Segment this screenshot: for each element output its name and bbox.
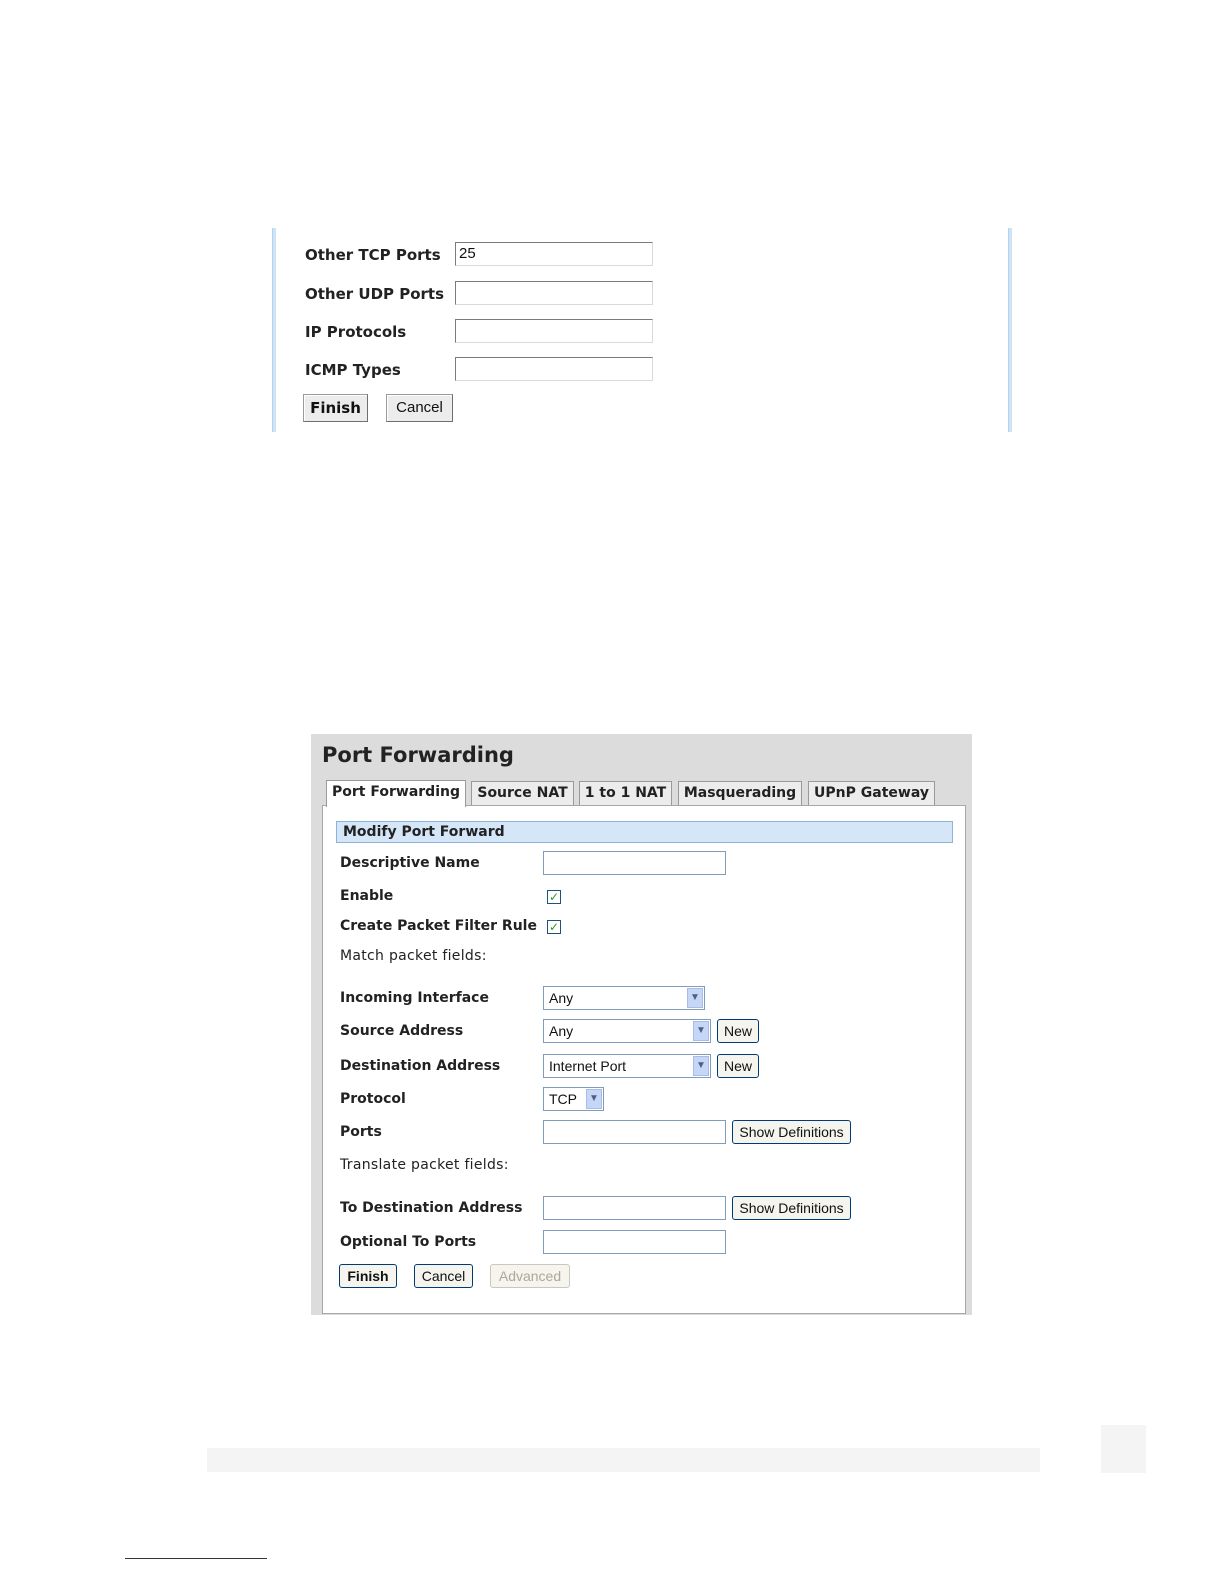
section-header: Modify Port Forward — [336, 821, 953, 843]
port-forward-content — [322, 805, 966, 1314]
ports-label: Ports — [340, 1124, 382, 1140]
finish-button[interactable]: Finish — [303, 394, 368, 422]
to-destination-address-input[interactable] — [543, 1196, 726, 1220]
icmp-types-input[interactable] — [455, 357, 653, 381]
other-udp-ports-input[interactable] — [455, 281, 653, 305]
source-address-select[interactable] — [543, 1019, 711, 1043]
translate-packet-fields-note: Translate packet fields: — [340, 1157, 509, 1173]
advanced-button: Advanced — [490, 1264, 570, 1288]
ports-show-definitions-button[interactable]: Show Definitions — [732, 1120, 851, 1144]
optional-to-ports-label: Optional To Ports — [340, 1234, 477, 1250]
to-destination-address-label: To Destination Address — [340, 1200, 523, 1216]
other-tcp-ports-input[interactable]: 25 — [455, 242, 653, 266]
optional-to-ports-input[interactable] — [543, 1230, 726, 1254]
source-address-label: Source Address — [340, 1023, 464, 1039]
panel-left-rail — [272, 228, 276, 432]
ip-protocols-input[interactable] — [455, 319, 653, 343]
page-title: Port Forwarding — [322, 743, 514, 767]
tab-1-to-1-nat[interactable]: 1 to 1 NAT — [579, 781, 672, 805]
new-destination-address-button[interactable]: New — [717, 1054, 759, 1078]
other-udp-ports-label: Other UDP Ports — [305, 285, 445, 303]
tab-upnp-gateway[interactable]: UPnP Gateway — [808, 781, 935, 805]
chevron-down-icon[interactable]: ▼ — [687, 988, 703, 1008]
descriptive-name-input[interactable] — [543, 851, 726, 875]
cancel-button[interactable]: Cancel — [386, 394, 453, 422]
other-tcp-ports-label: Other TCP Ports — [305, 246, 441, 264]
protocol-select[interactable] — [543, 1087, 604, 1111]
protocol-value: TCP — [549, 1091, 577, 1107]
match-packet-fields-note: Match packet fields: — [340, 948, 487, 964]
footnote-rule — [125, 1558, 267, 1559]
destination-address-value: Internet Port — [549, 1058, 627, 1074]
panel-right-rail — [1008, 228, 1012, 432]
check-icon: ✓ — [548, 890, 560, 904]
tab-masquerading[interactable]: Masquerading — [678, 781, 802, 805]
incoming-interface-value: Any — [549, 990, 574, 1006]
page-number-box — [1101, 1425, 1146, 1473]
destination-address-select[interactable] — [543, 1054, 711, 1078]
finish-button[interactable]: Finish — [339, 1264, 397, 1288]
enable-checkbox[interactable] — [547, 890, 561, 904]
ip-protocols-label: IP Protocols — [305, 323, 407, 341]
source-address-value: Any — [549, 1023, 574, 1039]
check-icon: ✓ — [548, 920, 560, 934]
new-source-address-button[interactable]: New — [717, 1019, 759, 1043]
port-forwarding-window — [311, 734, 972, 1315]
top-form-panel — [272, 228, 1012, 432]
cancel-button[interactable]: Cancel — [414, 1264, 473, 1288]
chevron-down-icon[interactable]: ▼ — [693, 1021, 709, 1041]
footer-bar — [207, 1448, 1040, 1472]
enable-label: Enable — [340, 888, 394, 904]
tab-source-nat[interactable]: Source NAT — [471, 781, 574, 805]
protocol-label: Protocol — [340, 1091, 406, 1107]
incoming-interface-label: Incoming Interface — [340, 990, 489, 1006]
icmp-types-label: ICMP Types — [305, 361, 401, 379]
create-packet-filter-rule-checkbox[interactable] — [547, 920, 561, 934]
ports-input[interactable] — [543, 1120, 726, 1144]
chevron-down-icon[interactable]: ▼ — [586, 1089, 602, 1109]
create-packet-filter-rule-label: Create Packet Filter Rule — [340, 918, 537, 934]
incoming-interface-select[interactable] — [543, 986, 705, 1010]
descriptive-name-label: Descriptive Name — [340, 855, 480, 871]
to-destination-show-definitions-button[interactable]: Show Definitions — [732, 1196, 851, 1220]
destination-address-label: Destination Address — [340, 1058, 501, 1074]
tab-port-forwarding[interactable]: Port Forwarding — [326, 780, 466, 807]
chevron-down-icon[interactable]: ▼ — [693, 1056, 709, 1076]
